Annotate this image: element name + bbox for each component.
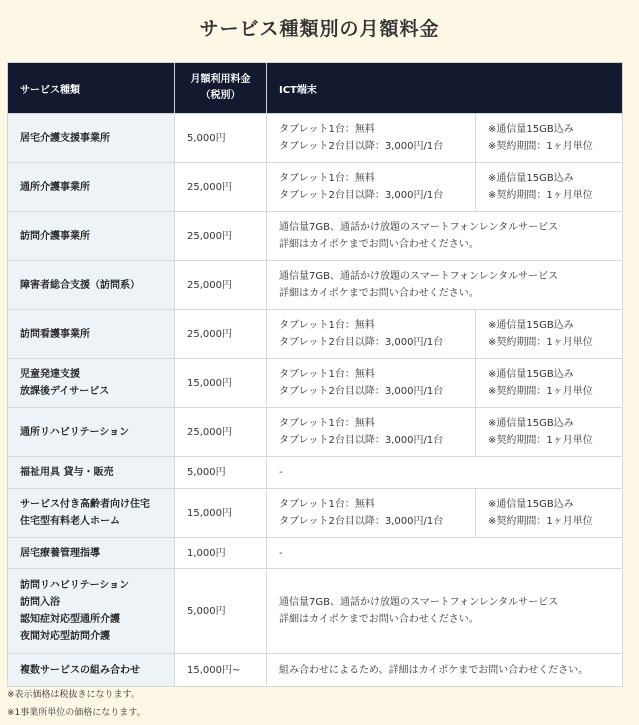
ict-cell: [267, 212, 623, 261]
service-name: 訪問看護事業所: [20, 328, 90, 340]
table-row: [8, 408, 623, 457]
fee-cell: 25,000円: [175, 261, 267, 310]
ict-line: 通信量7GB、通話かけ放題のスマートフォンレンタルサービス: [279, 271, 559, 282]
fee-cell: 25,000円: [175, 408, 267, 457]
ict-note-line: ※契約期間：1ヶ月単位: [488, 190, 593, 201]
service-name: 通所介護事業所: [20, 181, 90, 193]
ict-line: タブレット1台：無料: [279, 320, 375, 331]
ict-note-line: ※通信量15GB込み: [488, 369, 574, 380]
ict-note-line: ※契約期間：1ヶ月単位: [488, 435, 593, 446]
ict-line: タブレット1台：無料: [279, 173, 375, 184]
ict-note-line: ※通信量15GB込み: [488, 499, 574, 510]
service-name: サービス付き高齢者向け住宅: [20, 499, 150, 510]
table-row: [8, 114, 623, 163]
ict-line: タブレット2台目以降：3,000円/1台: [279, 190, 444, 201]
header-service: サービス種類: [8, 63, 175, 114]
service-cell: [8, 569, 175, 654]
ict-note-cell: [476, 408, 623, 457]
service-name: 居宅介護支援事業所: [20, 132, 110, 144]
ict-line: 通信量7GB、通話かけ放題のスマートフォンレンタルサービス: [279, 597, 559, 608]
service-cell: [8, 538, 175, 569]
header-fee: [175, 63, 267, 114]
ict-line: タブレット1台：無料: [279, 369, 375, 380]
ict-cell: [267, 654, 623, 687]
service-cell: [8, 489, 175, 538]
ict-line: 詳細はカイポケまでお問い合わせください。: [279, 614, 479, 625]
ict-note-cell: [476, 359, 623, 408]
fee-cell: 5,000円: [175, 114, 267, 163]
ict-cell: [267, 538, 623, 569]
service-name: 福祉用具 貸与・販売: [20, 467, 114, 478]
service-name: 通所リハビリテーション: [20, 426, 130, 438]
service-cell: [8, 408, 175, 457]
ict-cell: [267, 163, 476, 212]
ict-line: タブレット2台目以降：3,000円/1台: [279, 141, 444, 152]
ict-line: 通信量7GB、通話かけ放題のスマートフォンレンタルサービス: [279, 222, 559, 233]
header-fee-line2: （税別）: [200, 90, 241, 101]
header-ict: ICT端末: [267, 63, 623, 114]
ict-note-line: ※通信量15GB込み: [488, 173, 574, 184]
ict-cell: [267, 489, 476, 538]
ict-note-cell: [476, 163, 623, 212]
ict-line: -: [279, 467, 283, 478]
service-cell: [8, 163, 175, 212]
ict-note-line: ※契約期間：1ヶ月単位: [488, 516, 593, 527]
service-name: 訪問介護事業所: [20, 230, 90, 242]
service-name: 訪問リハビリテーション: [20, 580, 130, 591]
ict-line: タブレット1台：無料: [279, 499, 375, 510]
footnote-tax: ※表示価格は税抜きになります。: [7, 690, 140, 700]
service-cell: [8, 359, 175, 408]
ict-cell: [267, 310, 476, 359]
ict-line: 詳細はカイポケまでお問い合わせください。: [279, 288, 479, 299]
ict-line: タブレット1台：無料: [279, 418, 375, 429]
table-row: [8, 654, 623, 687]
service-name: 認知症対応型通所介護: [20, 614, 120, 625]
fee-cell: 15,000円~: [175, 654, 267, 687]
page-title: サービス種類別の月額料金: [199, 18, 440, 40]
ict-line: 詳細はカイポケまでお問い合わせください。: [279, 239, 479, 250]
fee-cell: 25,000円: [175, 310, 267, 359]
table-row: [8, 359, 623, 408]
service-cell: [8, 261, 175, 310]
ict-line: タブレット2台目以降：3,000円/1台: [279, 386, 444, 397]
service-name: 放課後デイサービス: [20, 386, 110, 397]
service-name: 住宅型有料老人ホーム: [20, 516, 120, 527]
ict-note-cell: [476, 114, 623, 163]
ict-cell: [267, 261, 623, 310]
ict-note-line: ※契約期間：1ヶ月単位: [488, 337, 593, 348]
table-row: [8, 163, 623, 212]
header-fee-line1: 月額利用料金: [190, 74, 251, 85]
ict-note-cell: [476, 310, 623, 359]
ict-line: タブレット2台目以降：3,000円/1台: [279, 337, 444, 348]
ict-cell: [267, 408, 476, 457]
table-row: [8, 457, 623, 489]
table-header-row: [8, 63, 623, 114]
ict-line: タブレット1台：無料: [279, 124, 375, 135]
fee-cell: 1,000円: [175, 538, 267, 569]
fee-cell: 25,000円: [175, 212, 267, 261]
fee-cell: 5,000円: [175, 457, 267, 489]
ict-note-line: ※通信量15GB込み: [488, 418, 574, 429]
table-row: [8, 310, 623, 359]
table-row: [8, 261, 623, 310]
service-name: 夜間対応型訪問介護: [20, 631, 110, 642]
ict-note-line: ※契約期間：1ヶ月単位: [488, 141, 593, 152]
ict-cell: [267, 569, 623, 654]
ict-note-line: ※通信量15GB込み: [488, 320, 574, 331]
ict-cell: [267, 114, 476, 163]
fee-cell: 15,000円: [175, 359, 267, 408]
fee-cell: 5,000円: [175, 569, 267, 654]
ict-note-cell: [476, 489, 623, 538]
ict-note-line: ※契約期間：1ヶ月単位: [488, 386, 593, 397]
ict-line: -: [279, 547, 283, 559]
ict-cell: [267, 359, 476, 408]
service-cell: [8, 310, 175, 359]
fee-cell: 25,000円: [175, 163, 267, 212]
table-row: [8, 538, 623, 569]
ict-line: タブレット2台目以降：3,000円/1台: [279, 516, 444, 527]
service-name: 児童発達支援: [20, 369, 80, 380]
table-row: [8, 212, 623, 261]
service-cell: [8, 654, 175, 687]
service-cell: [8, 457, 175, 489]
service-cell: [8, 114, 175, 163]
ict-cell: [267, 457, 623, 489]
footnote-unit: ※1事業所単位の価格になります。: [7, 708, 146, 718]
service-name: 複数サービスの組み合わせ: [20, 664, 140, 676]
table-row: [8, 489, 623, 538]
ict-note-line: ※通信量15GB込み: [488, 124, 574, 135]
ict-line: タブレット2台目以降：3,000円/1台: [279, 435, 444, 446]
service-cell: [8, 212, 175, 261]
service-name: 訪問入浴: [20, 597, 60, 608]
service-name: 居宅療養管理指導: [20, 547, 100, 559]
fee-cell: 15,000円: [175, 489, 267, 538]
table-row: [8, 569, 623, 654]
pricing-table: [7, 62, 623, 687]
ict-line: 組み合わせによるため、詳細はカイポケまでお問い合わせください。: [279, 664, 589, 676]
service-name: 障害者総合支援（訪問系）: [20, 279, 140, 291]
